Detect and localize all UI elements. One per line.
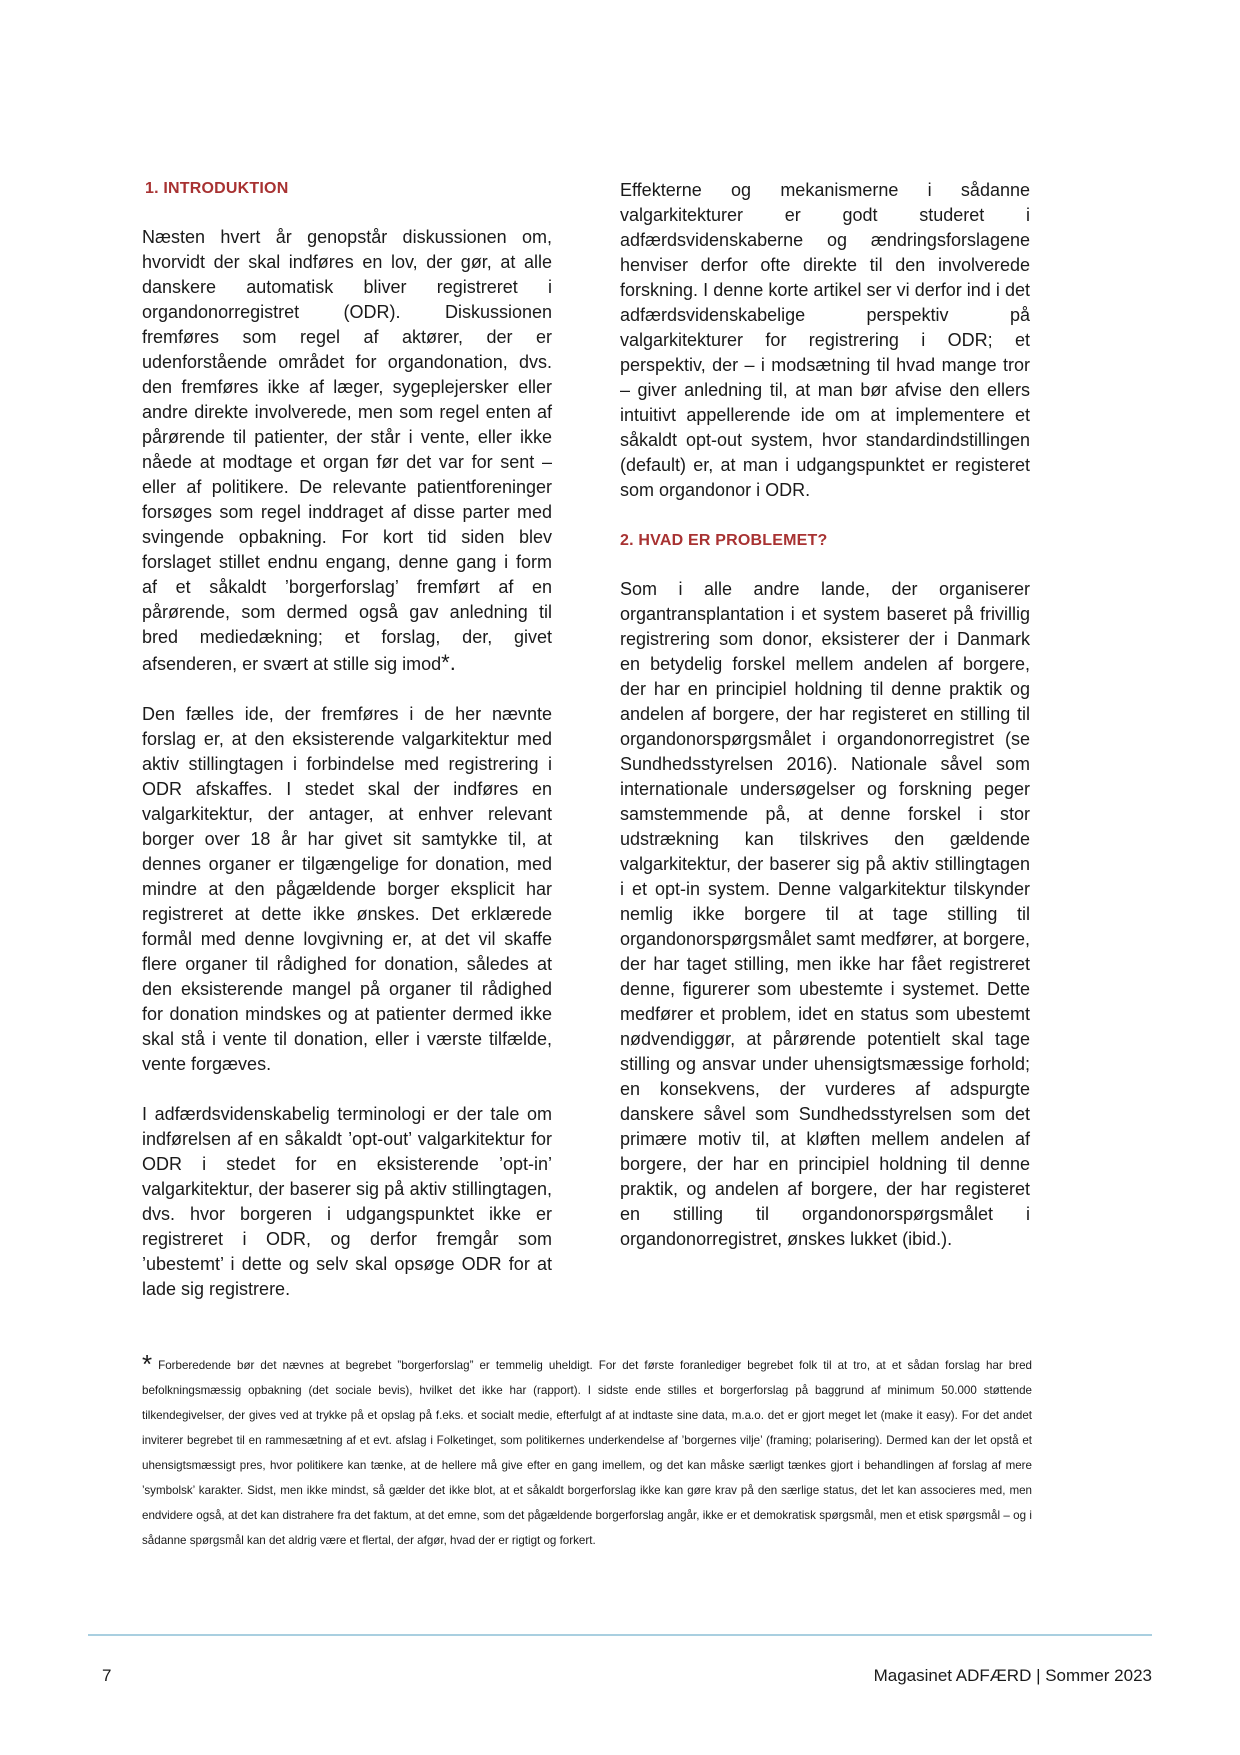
intro-paragraph-1-text: Næsten hvert år genopstår diskussionen om, hvorvidt der skal indføres en lov, der gør, at alle danskere automatisk bliver registreret i organdonorregistret (ODR). Diskussionen fremføres som regel af aktører, der er udenforstående området for organdonation, dvs. den fremføres ikke af læger, sygeplejersker eller andre direkte involverede, men som regel enten af pårørende til patienter, der står i vente, eller ikke nåede at modtage et organ før det var for sent – eller af politikere. De relevante patientforeninger forsøges som regel inddraget af disse parter med svingende opbakning. For kort tid siden blev forslaget stillet endnu engang, denne gang i form af et såkaldt ’borgerforslag’ fremført af en pårørende, som dermed også gav anledning til bred mediedækning; et forslag, der, givet afsenderen, er svært at stille sig imod bbox=[142, 227, 552, 674]
section-heading-introduction: 1. INTRODUKTION bbox=[145, 180, 289, 197]
right-column bbox=[620, 178, 1030, 1277]
footer-divider bbox=[88, 1634, 1152, 1636]
footnote-reference: *. bbox=[441, 650, 456, 675]
page-number: 7 bbox=[102, 1666, 112, 1685]
right-intro-paragraph: Effekterne og mekanismerne i sådanne valgarkitekturer er godt studeret i adfærdsvidenskaberne og ændringsforslagene henviser derfor ofte direkte til den involverede forskning. I denne korte artikel ser vi derfor ind i det adfærdsvidenskabelige perspektiv på valgarkitekturer for registrering i ODR; et perspektiv, der – i modsætning til hvad mange tror – giver anledning til, at man bør afvise den ellers intuitivt appellerende ide om at implementere et såkaldt opt-out system, hvor standardindstillingen (default) er, at man i udgangspunktet er registeret som organdonor i ODR. bbox=[620, 180, 1030, 500]
publication-footer: Magasinet ADFÆRD | Sommer 2023 bbox=[873, 1666, 1152, 1685]
intro-paragraph-2: Den fælles ide, der fremføres i de her nævnte forslag er, at den eksisterende valgarkitektur med aktiv stillingtagen i forbindelse med registrering i ODR afskaffes. I stedet skal der indføres en valgarkitektur, der antager, at enhver relevant borger over 18 år har givet sit samtykke til, at dennes organer er tilgængelige for donation, med mindre at den pågældende borger eksplicit har registreret at dette ikke ønskes. Det erklærede formål med denne lovgivning er, at det vil skaffe flere organer til rådighed for donation, således at den eksisterende mangel på organer til rådighed for donation mindskes og at patienter dermed ikke skal stå i vente til donation, eller i værste tilfælde, vente forgæves. bbox=[142, 704, 552, 1074]
section-heading-problem: 2. HVAD ER PROBLEMET? bbox=[620, 532, 828, 549]
intro-paragraph-3: I adfærdsvidenskabelig terminologi er der tale om indførelsen af en såkaldt ’opt-out’ valgarkitektur for ODR i stedet for en eksisterende ’opt-in’ valgarkitektur, der baserer sig på aktiv stillingtagen, dvs. hvor borgeren i udgangspunktet ikke er registreret i ODR, og derfor fremgår som ’ubestemt’ i dette og selv skal opsøge ODR for at lade sig registrere. bbox=[142, 1104, 552, 1299]
footnote-marker: * bbox=[142, 1349, 153, 1379]
problem-paragraph: Som i alle andre lande, der organiserer organtransplantation i et system baseret på frivillig registrering som donor, eksisterer der i Danmark en betydelig forskel mellem andelen af borgere, der har en principiel holdning til denne praktik og andelen af borgere, der har registeret en stilling til organdonorspørgsmålet i organdonorregistret (se Sundhedsstyrelsen 2016). Nationale såvel som internationale undersøgelser og forskning peger samstemmende på, at denne forskel i stor udstrækning kan tilskrives den gældende valgarkitektur, der baserer sig på aktiv stillingtagen i et opt-in system. Denne valgarkitektur tilskynder nemlig ikke borgere til at tage stilling til organdonorspørgsmålet samt medfører, at borgere, der har taget stilling, men ikke har fået registreret denne, figurerer som ubestemte i systemet. Dette medfører et problem, idet en status som ubestemt nødvendiggør, at pårørende potentielt skal tage stilling og ansvar under uhensigtsmæssige forhold; en konsekvens, der vurderes af adspurgte danskere såvel som Sundhedsstyrelsen som det primære motiv til, at kløften mellem andelen af borgere, der har en principiel holdning til denne praktik, og andelen af borgere, der har registeret en stilling til organdonorspørgsmålet i organdonorregistret, ønskes lukket (ibid.). bbox=[620, 579, 1030, 1249]
footnote bbox=[142, 1349, 1032, 1553]
footnote-text: Forberedende bør det nævnes at begrebet ”borgerforslag” er temmelig uheldigt. For det første foranlediger begrebet folk til at tro, at et sådan forslag har bred befolkningsmæssig opbakning (det sociale bevis), hvilket det ikke har (rapport). I sidste ende stilles et borgerforslag på baggrund af minimum 50.000 støttende tilkendegivelser, der gives ved at trykke på et opslag på f.eks. et socialt medie, efterfulgt af at indtaste sine data, m.a.o. det er gjort meget let (make it easy). For det andet inviterer begrebet til en rammesætning af et evt. afslag i Folketinget, som politikernes underkendelse af ’borgernes vilje’ (framing; polarisering). Dermed kan der let opstå et uhensigtsmæssigt pres, hvor politikere kan tænke, at de hellere må give efter en gang imellem, og det kan måske særligt tænkes gjort i behandlingen af forslag af mere ’symbolsk’ karakter. Sidst, men ikke mindst, så gælder det ikke blot, at et såkaldt borgerforslag ikke kan gøre krav på den særlige status, det let kan associeres med, men endvidere også, at det kan distrahere fra det faktum, at det emne, som det pågældende borgerforslag angår, ikke er et demokratisk spørgsmål, men et etisk spørgsmål – og i sådanne spørgsmål kan det aldrig være et flertal, der afgør, hvad der er rigtigt og forkert. bbox=[142, 1359, 1032, 1547]
left-column bbox=[142, 176, 552, 1327]
intro-paragraph-1 bbox=[142, 225, 552, 677]
